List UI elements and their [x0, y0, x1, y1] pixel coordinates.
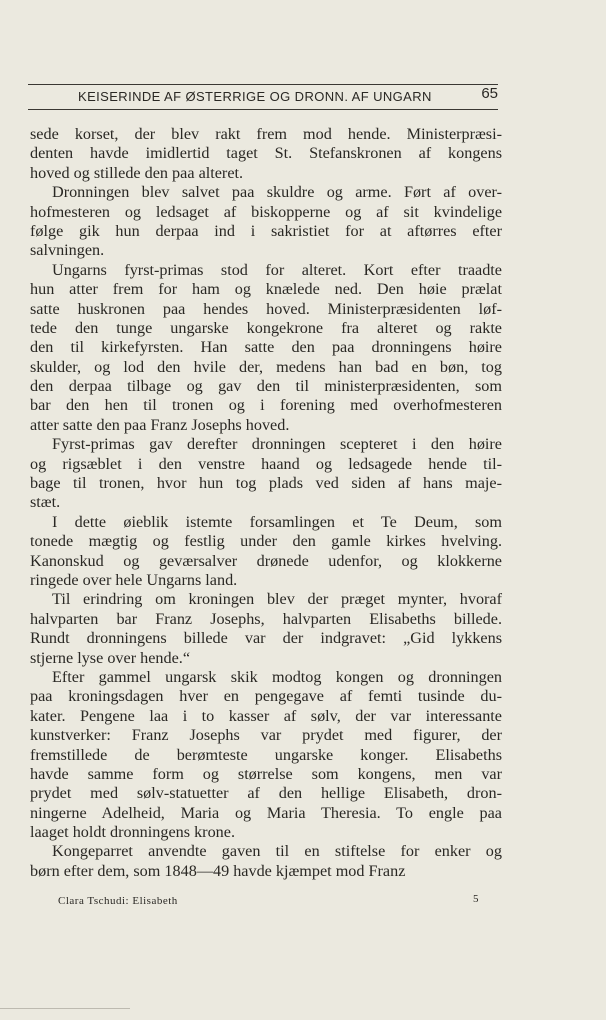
text-line: Kanonskud og geværsalver drønede udenfor, og klokkerne: [30, 551, 502, 570]
text-line: denten havde imidlertid taget St. Stefanskronen af kongens: [30, 144, 502, 163]
printer-signature: Clara Tschudi: Elisabeth: [58, 895, 178, 907]
text-line: Efter gammel ungarsk skik modtog kongen og dronningen: [52, 667, 502, 686]
text-line: stjerne lyse over hende.“: [30, 648, 191, 667]
text-line: sede korset, der blev rakt frem mod hende. Ministerpræsi-: [30, 125, 502, 143]
sheet-number: 5: [473, 893, 479, 905]
text-line: Ungarns fyrst-primas stod for alteret. Kort efter traadte: [52, 260, 502, 279]
text-line: havde samme form og størrelse som kongens, men var: [30, 764, 502, 783]
page-number: 65: [481, 85, 498, 102]
text-line: ringede over hele Ungarns land.: [30, 570, 238, 589]
text-line: kunstverker: Franz Josephs var prydet med figurer, der: [30, 726, 502, 745]
text-line: kater. Pengene laa i to kasser af sølv, der var interessante: [30, 706, 502, 725]
text-line: satte huskronen paa hendes hoved. Ministerpræsidenten løf-: [30, 299, 502, 318]
text-line: halvparten bar Franz Josephs, halvparten Elisabeths billede.: [30, 609, 502, 628]
text-line: følge gik hun derpaa ind i sakristiet for at aftørres efter: [30, 221, 502, 240]
text-line: den derpaa tilbage og gav den til ministerpræsidenten, som: [30, 377, 502, 396]
text-line: skulder, og lod den hvile der, medens han bad en bøn, tog: [30, 357, 502, 376]
text-line: I dette øieblik istemte forsamlingen et Te Deum, som: [52, 512, 502, 531]
text-line: Rundt dronningens billede var der indgravet: „Gid lykkens: [30, 629, 502, 648]
text-line: Dronningen blev salvet paa skuldre og arme. Ført af over-: [52, 183, 502, 202]
text-line: atter satte den paa Franz Josephs hoved.: [30, 415, 290, 434]
text-line: Kongeparret anvendte gaven til en stiftelse for enker og: [52, 842, 502, 861]
text-line: stæt.: [30, 493, 61, 512]
text-line: fremstillede de berømteste ungarske konger. Elisabeths: [30, 745, 502, 764]
text-line: børn efter dem, som 1848—49 havde kjæmpet mod Franz: [30, 861, 406, 880]
text-line: paa kroningsdagen hver en pengegave af femti tusinde du-: [30, 687, 502, 706]
text-line: den til kirkefyrsten. Han satte den paa dronningens høire: [30, 338, 502, 357]
text-line: hoved og stillede den paa alteret.: [30, 163, 244, 182]
text-line: Til erindring om kroningen blev der præget mynter, hvoraf: [52, 590, 502, 609]
body-text: [30, 125, 502, 881]
text-line: tonede mægtig og festlig under den gamle kirkes hvelving.: [30, 532, 502, 551]
text-line: tede den tunge ungarske kongekrone fra alteret og rakte: [30, 318, 502, 337]
text-line: prydet med sølv-statuetter af den hellige Elisabeth, dron-: [30, 784, 502, 803]
text-line: ningerne Adelheid, Maria og Maria Theresia. To engle paa: [30, 803, 502, 822]
page-edge-mark: [0, 1008, 130, 1009]
running-title: KEISERINDE AF ØSTERRIGE OG DRONN. AF UNGARN: [78, 89, 432, 104]
text-line: hofmesteren og ledsaget af biskopperne og af sit kvindelige: [30, 202, 502, 221]
running-header: [28, 84, 498, 110]
text-line: Fyrst-primas gav derefter dronningen scepteret i den høire: [52, 435, 502, 454]
text-line: og rigsæblet i den venstre haand og ledsagede hende til-: [30, 454, 502, 473]
text-line: bar den hen til tronen og i forening med overhofmesteren: [30, 396, 502, 415]
text-line: laaget holdt dronningens krone.: [30, 823, 235, 842]
text-line: hun atter frem for ham og knælede ned. Den høie prælat: [30, 280, 502, 299]
text-line: bage til tronen, hvor hun tog plads ved siden af hans maje-: [30, 474, 502, 493]
text-line: salvningen.: [30, 241, 105, 260]
